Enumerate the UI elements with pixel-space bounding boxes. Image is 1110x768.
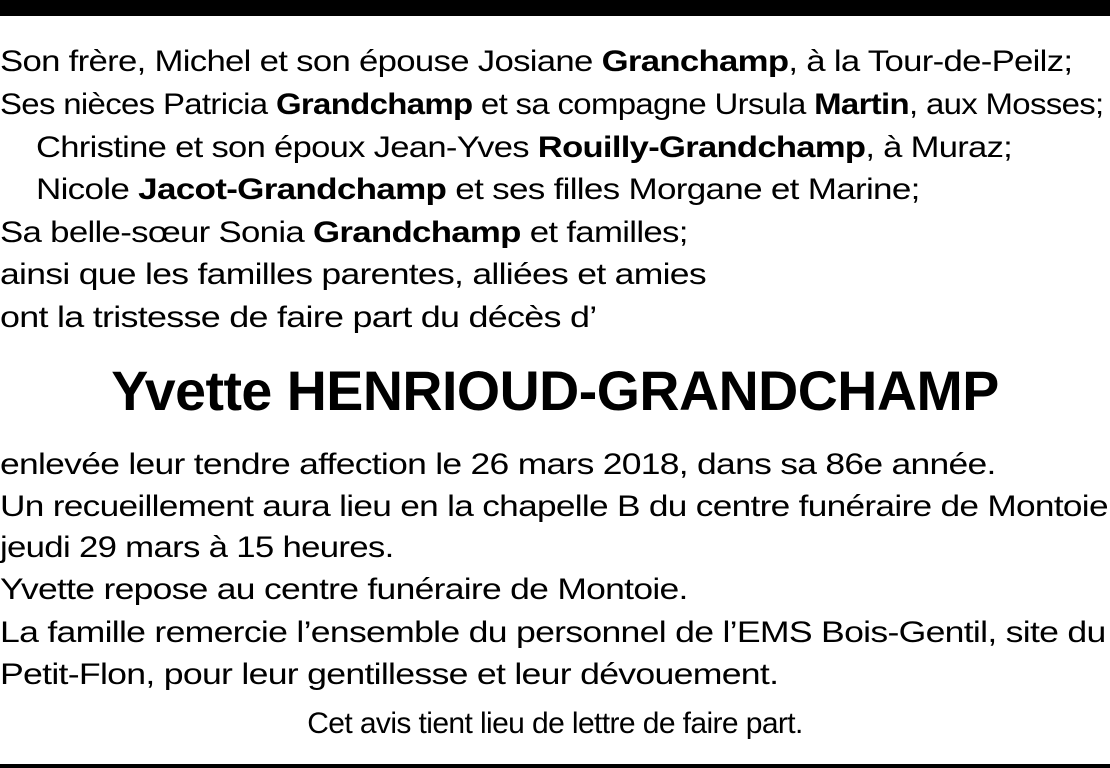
text-segment: ainsi que les familles parentes, alliées et amies: [0, 258, 706, 291]
family-line-7: [0, 300, 597, 336]
deceased-name-heading: Yvette HENRIOUD-GRANDCHAMP: [111, 359, 999, 422]
family-line-4: [36, 172, 920, 208]
text-segment: Christine et son époux Jean-Yves: [36, 131, 538, 164]
text-segment: , aux Mosses;: [908, 88, 1104, 121]
surname-bold: Granchamp: [601, 45, 789, 78]
text-segment: et ses filles Morgane et Marine;: [446, 173, 920, 206]
family-line-1: [0, 44, 1072, 80]
text-segment: Nicole: [36, 173, 139, 206]
details-line-5: [0, 615, 1106, 651]
surname-bold: Martin: [814, 88, 909, 121]
family-line-6: [0, 257, 706, 293]
details-line-1: [0, 447, 996, 483]
text-segment: et familles;: [520, 216, 688, 249]
family-line-5: [0, 215, 688, 251]
top-border-rule: [0, 0, 1110, 16]
text-segment: Sa belle-sœur Sonia: [0, 216, 314, 249]
text-segment: La famille remercie l’ensemble du personnel de l’EMS Bois-Gentil, site du: [0, 616, 1106, 649]
text-segment: , à Muraz;: [865, 131, 1013, 164]
text-segment: Son frère, Michel et son épouse Josiane: [0, 45, 602, 78]
details-line-4: [0, 572, 688, 608]
text-segment: jeudi 29 mars à 15 heures.: [0, 531, 394, 564]
family-line-2: [0, 87, 1104, 123]
text-segment: Yvette repose au centre funéraire de Montoie.: [0, 573, 688, 606]
surname-bold: Rouilly-Grandchamp: [537, 131, 866, 164]
text-segment: et sa compagne Ursula: [472, 88, 815, 121]
bottom-border-rule: [0, 764, 1110, 768]
surname-bold: Jacot-Grandchamp: [138, 173, 447, 206]
surname-bold: Grandchamp: [275, 88, 473, 121]
text-segment: Petit-Flon, pour leur gentillesse et leur dévouement.: [0, 658, 779, 691]
text-segment: Ses nièces Patricia: [0, 88, 276, 121]
text-segment: enlevée leur tendre affection le 26 mars 2018, dans sa 86e année.: [0, 448, 996, 481]
details-line-3: [0, 530, 394, 566]
family-line-3: [36, 130, 1012, 166]
details-line-6: [0, 657, 778, 693]
text-segment: ont la tristesse de faire part du décès d’: [0, 301, 597, 334]
text-segment: Un recueillement aura lieu en la chapelle B du centre funéraire de Montoie: [0, 490, 1108, 523]
closing-note: Cet avis tient lieu de lettre de faire part.: [307, 707, 803, 740]
text-segment: , à la Tour-de-Peilz;: [788, 45, 1073, 78]
details-line-2: [0, 489, 1108, 525]
surname-bold: Grandchamp: [313, 216, 521, 249]
